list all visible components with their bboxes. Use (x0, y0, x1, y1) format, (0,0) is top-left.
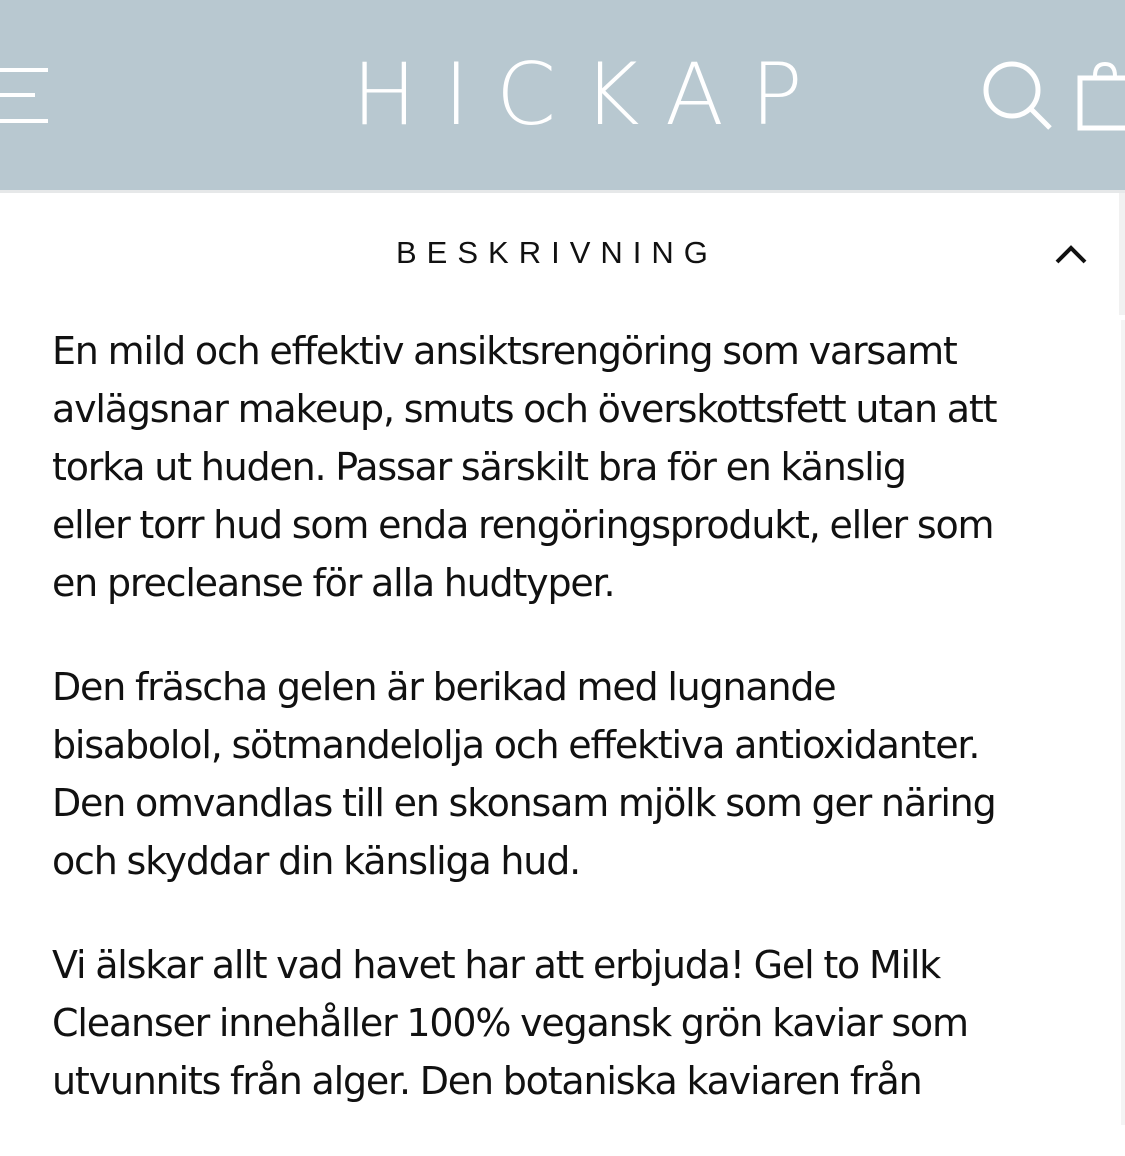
accordion-toggle-description[interactable] (0, 193, 1118, 318)
menu-bar (0, 68, 48, 72)
text-line: Vi älskar allt vad havet har att erbjuda! Gel to Milk (52, 943, 941, 987)
hamburger-menu-icon[interactable] (0, 68, 48, 126)
text-line: bisabolol, sötmandelolja och effektiva antioxidanter. (52, 723, 980, 767)
description-paragraph (52, 322, 1092, 612)
site-header (0, 0, 1125, 193)
text-line: utvunnits från alger. Den botaniska kaviaren från (52, 1059, 922, 1103)
text-line: avlägsnar makeup, smuts och överskottsfett utan att (52, 387, 997, 431)
divider (1121, 320, 1125, 1125)
chevron-up-icon[interactable] (1054, 243, 1088, 265)
shopping-bag-icon[interactable] (1077, 60, 1125, 132)
product-description (52, 322, 1092, 1156)
text-line: Den fräscha gelen är berikad med lugnande (52, 665, 836, 709)
text-line: en precleanse för alla hudtyper. (52, 561, 615, 605)
menu-bar (0, 119, 48, 123)
text-line: och skyddar din känsliga hud. (52, 839, 580, 883)
text-line: torka ut huden. Passar särskilt bra för en känslig (52, 445, 906, 489)
text-line: eller torr hud som enda rengöringsprodukt, eller som (52, 503, 994, 547)
text-line: Cleanser innehåller 100% vegansk grön kaviar som (52, 1001, 968, 1045)
divider (1119, 193, 1125, 315)
brand-logo[interactable]: HICKAP (352, 45, 830, 145)
description-paragraph (52, 658, 1092, 890)
accordion-title: BESKRIVNING (396, 235, 718, 270)
text-line: Den omvandlas till en skonsam mjölk som ger näring (52, 781, 996, 825)
text-line: En mild och effektiv ansiktsrengöring som varsamt (52, 329, 957, 373)
description-paragraph (52, 936, 1092, 1110)
search-icon[interactable] (982, 60, 1054, 132)
menu-bar (0, 93, 35, 97)
